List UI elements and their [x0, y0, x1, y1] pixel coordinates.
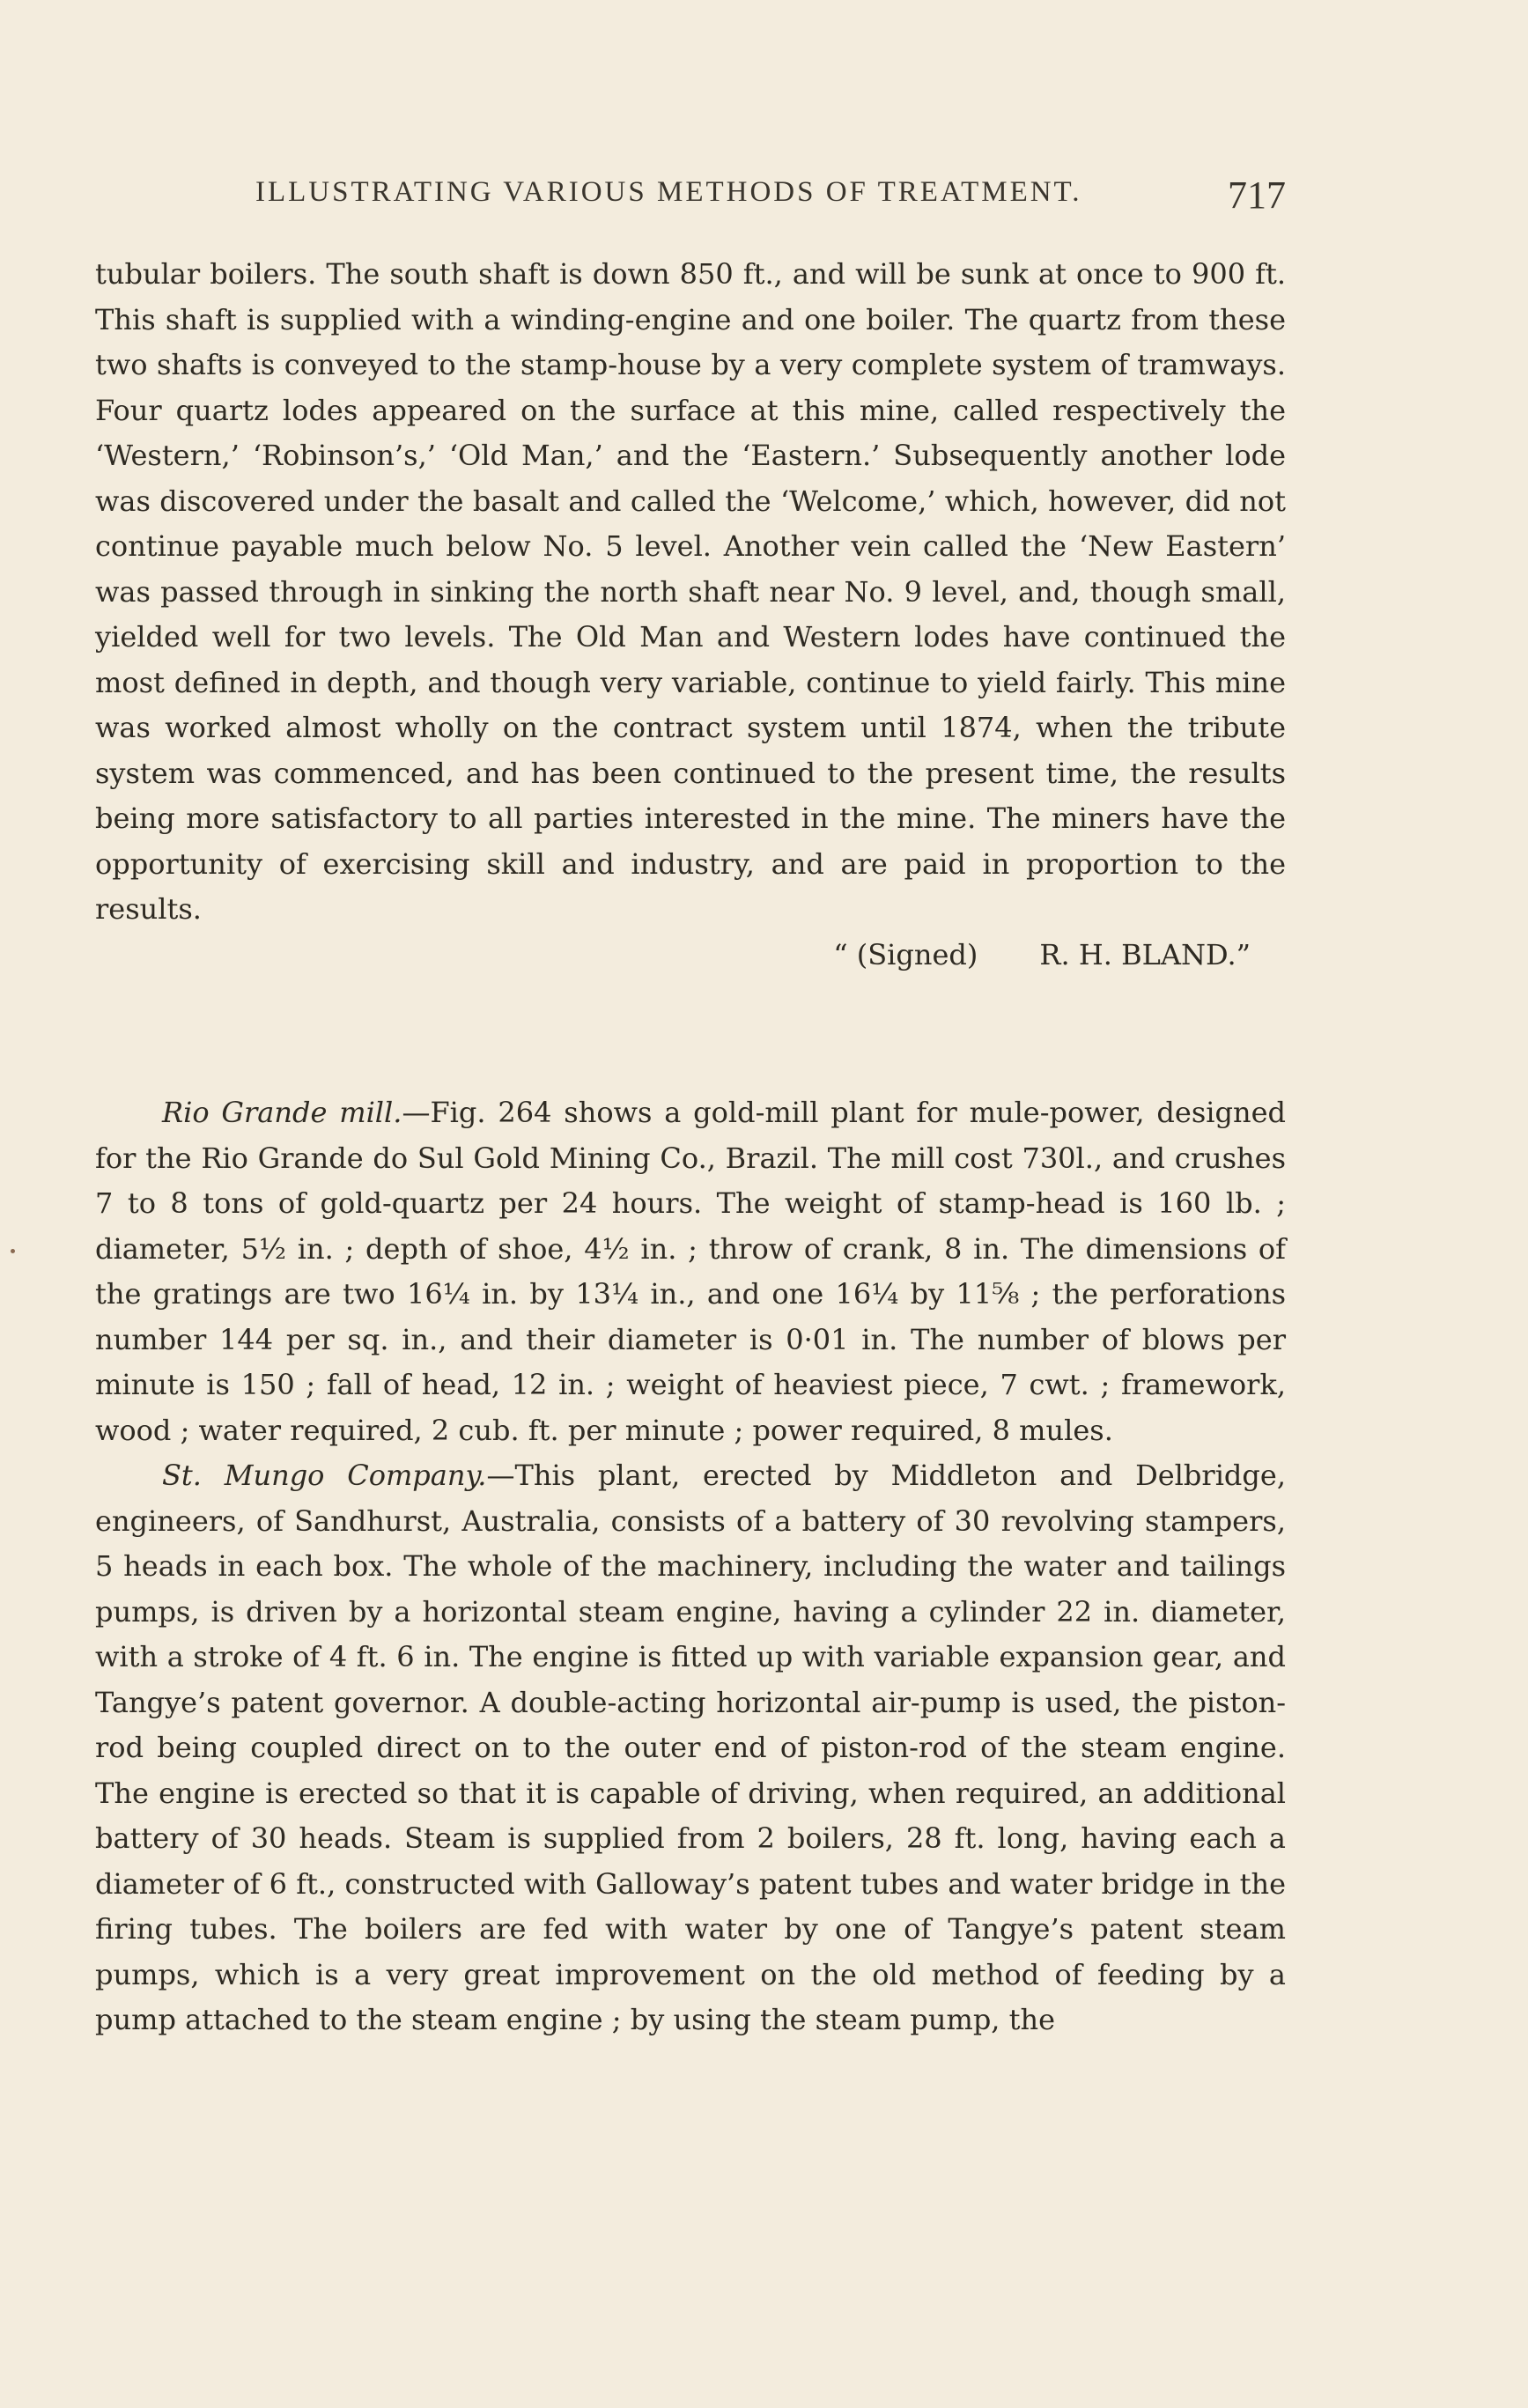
continued-text-block — [95, 252, 1286, 978]
st-mungo-title: St. Mungo Company. — [162, 1459, 487, 1492]
rio-grande-body: —Fig. 264 shows a gold-mill plant for mule-power, designed for the Rio Grande do Sul Gold Mining Co., Brazil. The mill cost 730l., and crushes 7 to 8 tons of gold-quartz per 24 hours. The weight of stamp-head is 160 lb. ; diameter, 5½ in. ; depth of shoe, 4½ in. ; throw of crank, 8 in. The dimensions of the gratings are two 16¼ in. by 13¼ in., and one 16¼ by 11⅝ ; the perforations number 144 per sq. in., and their diameter is 0·01 in. The number of blows per minute is 150 ; fall of head, 12 in. ; weight of heaviest piece, 7 cwt. ; framework, wood ; water required, 2 cub. ft. per minute ; power required, 8 mules. — [95, 1096, 1287, 1447]
margin-speck — [11, 1249, 15, 1253]
rio-grande-title: Rio Grande mill. — [162, 1096, 402, 1129]
signature-name-rest: LAND.” — [1141, 937, 1251, 971]
bland-report-paragraph: tubular boilers. The south shaft is down 850 ft., and will be sunk at once to 900 ft. This shaft is supplied with a winding-engine and one boiler. The quartz from these two shafts is conveyed to the stamp-house by a very complete system of tramways. Four quartz lodes appeared on the surface at this mine, called respectively the ‘Western,’ ‘Robinson’s,’ ‘Old Man,’ and the ‘Eastern.’ Subsequently another lode was discovered under the basalt and called the ‘Welcome,’ which, however, did not continue payable much below No. 5 level. Another vein called the ‘New Eastern’ was passed through in sinking the north shaft near No. 9 level, and, though small, yielded well for two levels. The Old Man and Western lodes have continued the most defined in depth, and though very variable, continue to yield fairly. This mine was worked almost wholly on the contract system until 1874, when the tribute system was commenced, and has been continued to the present time, the results being more satisfactory to all parties interested in the mine. The miners have the opportunity of exercising skill and industry, and are paid in proportion to the results. — [95, 257, 1286, 926]
st-mungo-body: —This plant, erected by Middleton and Delbridge, engineers, of Sandhurst, Australia, consists of a battery of 30 revolving stampers, 5 heads in each box. The whole of the machinery, including the water and tailings pumps, is driven by a horizontal steam engine, having a cylinder 22 in. diameter, with a stroke of 4 ft. 6 in. The engine is fitted up with variable expansion gear, and Tangye’s patent governor. A double-acting horizontal air-pump is used, the piston-rod being coupled direct on to the outer end of piston-rod of the steam engine. The engine is erected so that it is capable of driving, when required, an additional battery of 30 heads. Steam is supplied from 2 boilers, 28 ft. long, having each a diameter of 6 ft., constructed with Galloway’s patent tubes and water bridge in the firing tubes. The boilers are fed with water by one of Tangye’s patent steam pumps, which is a very great improvement on the old method of feeding by a pump attached to the steam engine ; by using the steam pump, the — [95, 1459, 1287, 2036]
signature-name-initials: R. H. B — [1039, 937, 1142, 971]
st-mungo-paragraph — [95, 1453, 1286, 2043]
page-number: 717 — [1228, 174, 1286, 217]
signature-line — [95, 933, 1286, 979]
mill-descriptions-block — [95, 1090, 1286, 2043]
signature-label: “ (Signed) — [833, 937, 978, 971]
running-title: ILLUSTRATING VARIOUS METHODS OF TREATMENT. — [255, 176, 1082, 208]
running-head — [255, 173, 1286, 217]
rio-grande-paragraph — [95, 1090, 1286, 1453]
